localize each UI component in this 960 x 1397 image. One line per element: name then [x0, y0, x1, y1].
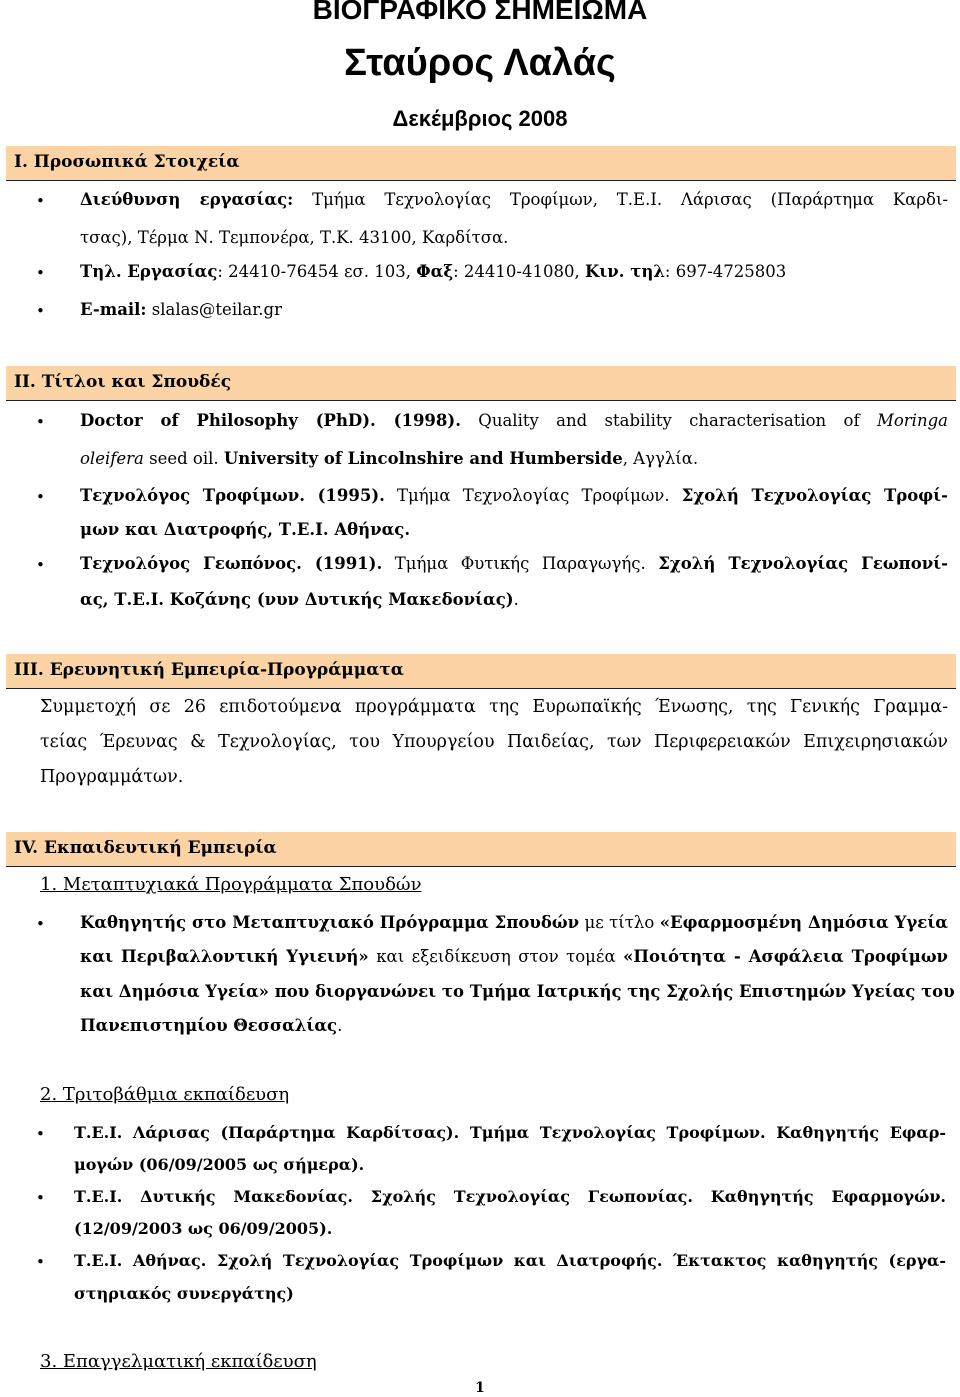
- subsection-vocational: 3. Επαγγελματική εκπαίδευση: [40, 1351, 317, 1372]
- work-address-line-2: τσας), Τέρμα Ν. Τεμπονέρα, Τ.Κ. 43100, Καρδίτσα.: [80, 228, 509, 247]
- document-title: ΒΙΟΓΡΑΦΙΚΟ ΣΗΜΕΙΩΜΑ: [312, 0, 648, 25]
- postgrad-line-2: και Περιβαλλοντική Υγιεινή» και εξειδίκευση στον τομέα «Ποιότητα - Ασφάλεια Τροφίμων: [80, 947, 949, 966]
- degree-agronomy-line: Τεχνολόγος Γεωπόνος. (1991). Τμήμα Φυτικής Παραγωγής. Σχολή Τεχνολογίας Γεωπονί-: [80, 554, 948, 573]
- bullet-icon: •: [36, 1253, 45, 1271]
- section-degrees-header: [6, 366, 956, 401]
- postgrad-line-1: Καθηγητής στο Μεταπτυχιακό Πρόγραμμα Σπουδών με τίτλο «Εφαρμοσμένη Δημόσια Υγεία: [80, 913, 948, 932]
- subsection-tertiary: 2. Τριτοβάθμια εκπαίδευση: [40, 1084, 290, 1105]
- bullet-icon: •: [36, 413, 45, 431]
- bullet-icon: •: [36, 1189, 45, 1207]
- postgrad-line-3: και Δημόσια Υγεία» που διοργανώνει το Τμήμα Ιατρικής της Σχολής Επιστημών Υγείας του: [80, 982, 955, 1001]
- tertiary-macedonia-line-1: Τ.Ε.Ι. Δυτικής Μακεδονίας. Σχολής Τεχνολογίας Γεωπονίας. Καθηγητής Εφαρμογών.: [74, 1187, 946, 1206]
- document-date: Δεκέμβριος 2008: [392, 106, 568, 131]
- section-title: IV. Εκπαιδευτική Εμπειρία: [14, 838, 277, 858]
- bullet-icon: •: [36, 302, 45, 320]
- bullet-icon: •: [36, 488, 45, 506]
- bullet-icon: •: [36, 192, 45, 210]
- tertiary-macedonia-line-2: (12/09/2003 ως 06/09/2005).: [74, 1219, 333, 1238]
- tertiary-larissa-line-1: Τ.Ε.Ι. Λάρισας (Παράρτημα Καρδίτσας). Τμήμα Τεχνολογίας Τροφίμων. Καθηγητής Εφαρ-: [74, 1123, 946, 1142]
- phone-line: Τηλ. Εργασίας: 24410-76454 εσ. 103, Φαξ: 24410-41080, Κιν. τηλ: 697-4725803: [80, 262, 787, 281]
- bullet-icon: •: [36, 915, 45, 933]
- degree-phd-line: Doctor of Philosophy (PhD). (1998). Quality and stability characterisation of Moringa: [80, 411, 948, 430]
- work-address-line: Διεύθυνση εργασίας: Τμήμα Τεχνολογίας Τροφίμων, Τ.Ε.Ι. Λάρισας (Παράρτημα Καρδι-: [80, 190, 948, 209]
- degree-agronomy-line-2: ας, Τ.Ε.Ι. Κοζάνης (νυν Δυτικής Μακεδονίας).: [80, 590, 519, 609]
- research-paragraph-line-2: τείας Έρευνας & Τεχνολογίας, του Υπουργείου Παιδείας, των Περιφερειακών Επιχειρησιακών: [40, 732, 948, 752]
- section-teaching-header: [6, 832, 956, 867]
- tertiary-athens-line-2: στηριακός συνεργάτης): [74, 1284, 294, 1303]
- bullet-icon: •: [36, 1125, 45, 1143]
- degree-food-tech-line: Τεχνολόγος Τροφίμων. (1995). Τμήμα Τεχνολογίας Τροφίμων. Σχολή Τεχνολογίας Τροφί-: [80, 486, 948, 505]
- tertiary-larissa-line-2: μογών (06/09/2005 ως σήμερα).: [74, 1155, 365, 1174]
- degree-phd-line-2: oleifera seed oil. University of Lincolnshire and Humberside, Αγγλία.: [80, 449, 699, 468]
- research-paragraph-line-3: Προγραμμάτων.: [40, 767, 184, 787]
- page-number: 1: [475, 1380, 485, 1396]
- section-title: III. Ερευνητική Εμπειρία-Προγράμματα: [14, 660, 404, 680]
- email-line: E-mail: slalas@teilar.gr: [80, 300, 282, 319]
- research-paragraph-line-1: Συμμετοχή σε 26 επιδοτούμενα προγράμματα της Ευρωπαϊκής Ένωσης, της Γενικής Γραμμα-: [40, 697, 948, 717]
- tertiary-athens-line-1: Τ.Ε.Ι. Αθήνας. Σχολή Τεχνολογίας Τροφίμων και Διατροφής. Έκτακτος καθηγητής (εργα-: [74, 1251, 946, 1270]
- section-title: II. Τίτλοι και Σπουδές: [14, 372, 232, 392]
- section-research-header: [6, 654, 956, 689]
- subsection-postgraduate: 1. Μεταπτυχιακά Προγράμματα Σπουδών: [40, 874, 422, 895]
- person-name: Σταύρος Λαλάς: [344, 42, 616, 84]
- degree-food-tech-line-2: μων και Διατροφής, Τ.Ε.Ι. Αθήνας.: [80, 520, 411, 539]
- bullet-icon: •: [36, 264, 45, 282]
- bullet-icon: •: [36, 556, 45, 574]
- section-personal-info-header: [6, 146, 956, 181]
- email-link[interactable]: slalas@teilar.gr: [146, 300, 282, 319]
- section-title: I. Προσωπικά Στοιχεία: [14, 152, 240, 172]
- postgrad-line-4: Πανεπιστημίου Θεσσαλίας.: [80, 1016, 343, 1035]
